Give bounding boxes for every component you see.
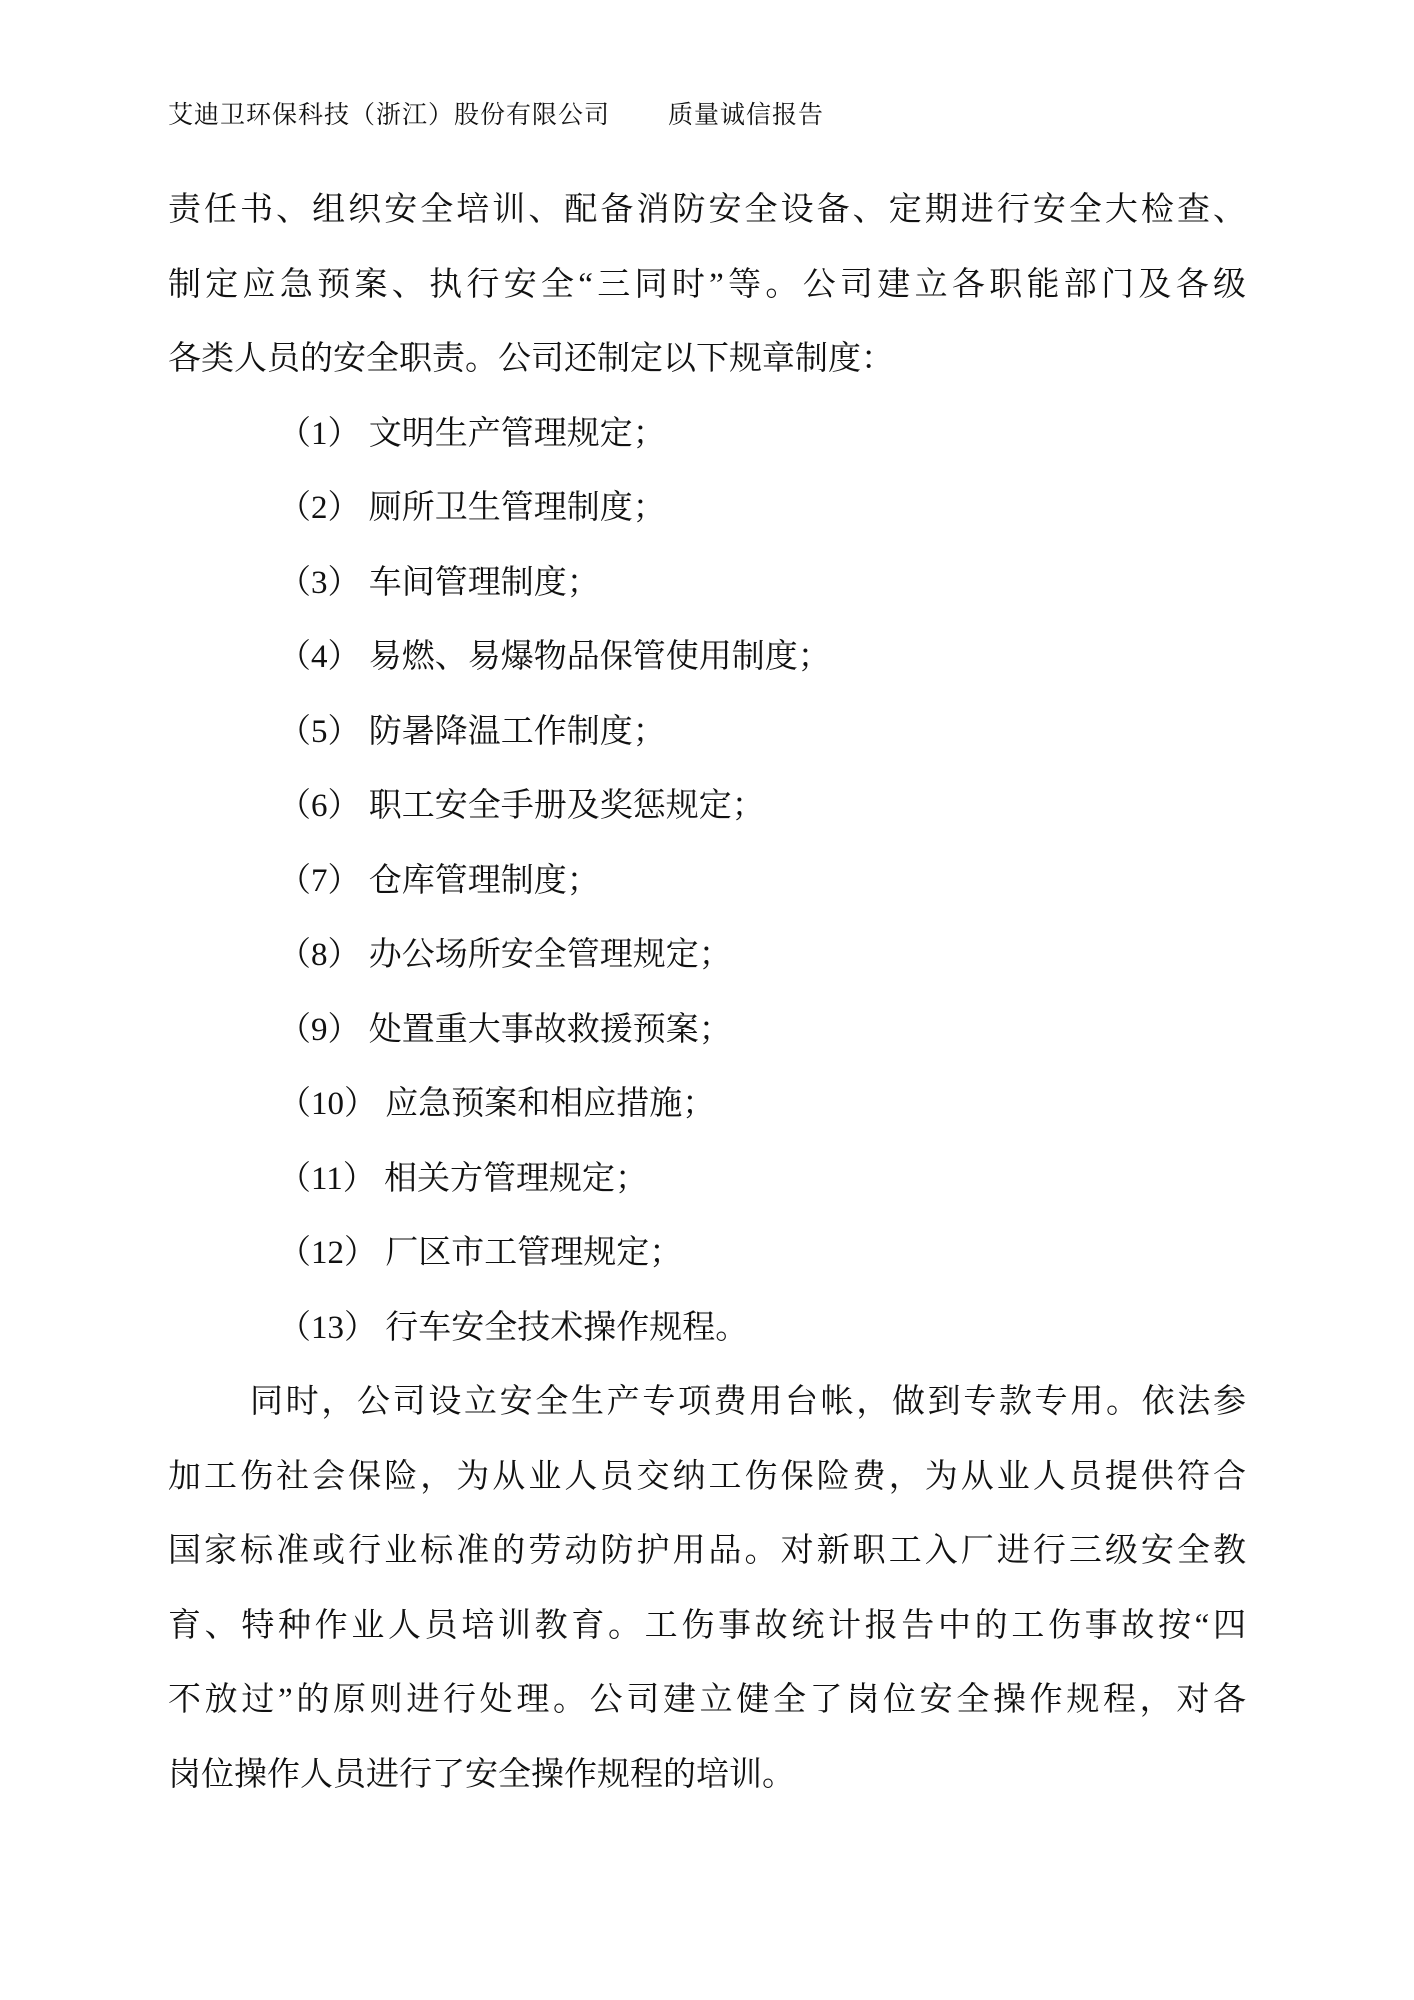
paragraph-line: 同时，公司设立安全生产专项费用台帐，做到专款专用。依法参	[250, 1384, 1246, 1420]
paragraph-line: 国家标准或行业标准的劳动防护用品。对新职工入厂进行三级安全教	[168, 1533, 1246, 1569]
header-doc-title: 质量诚信报告	[668, 102, 825, 129]
paragraph-line: 各类人员的安全职责。公司还制定以下规章制度：	[168, 341, 894, 377]
paragraph-line: 育、特种作业人员培训教育。工伤事故统计报告中的工伤事故按“四	[168, 1607, 1246, 1644]
page-header	[168, 96, 1246, 136]
list-item: （5） 防暑降温工作制度；	[278, 713, 666, 750]
list-item: （3） 车间管理制度；	[278, 564, 600, 601]
list-item: （8） 办公场所安全管理规定；	[278, 937, 732, 973]
list-item: （10） 应急预案和相应措施；	[278, 1086, 716, 1122]
list-item: （7） 仓库管理制度；	[278, 862, 600, 899]
list-item: （4） 易燃、易爆物品保管使用制度；	[278, 639, 831, 675]
paragraph-line: 岗位操作人员进行了安全操作规程的培训。	[168, 1756, 795, 1793]
list-item: （2） 厕所卫生管理制度；	[278, 490, 666, 526]
paragraph-line: 不放过”的原则进行处理。公司建立健全了岗位安全操作规程，对各	[168, 1682, 1246, 1718]
list-item: （1） 文明生产管理规定；	[278, 415, 666, 452]
paragraph-line: 加工伤社会保险，为从业人员交纳工伤保险费，为从业人员提供符合	[168, 1458, 1246, 1495]
paragraph-line: 责任书、组织安全培训、配备消防安全设备、定期进行安全大检查、	[168, 192, 1246, 228]
list-item: （12） 厂区市工管理规定；	[278, 1235, 683, 1271]
list-item: （6） 职工安全手册及奖惩规定；	[278, 788, 765, 824]
header-company-name: 艾迪卫环保科技（浙江）股份有限公司	[168, 102, 611, 129]
list-item: （9） 处置重大事故救援预案；	[278, 1011, 732, 1048]
list-item: （13） 行车安全技术操作规程。	[278, 1309, 749, 1346]
list-item: （11） 相关方管理规定；	[278, 1160, 649, 1197]
document-body	[168, 173, 1246, 1812]
paragraph-line: 制定应急预案、执行安全“三同时”等。公司建立各职能部门及各级	[168, 266, 1246, 303]
